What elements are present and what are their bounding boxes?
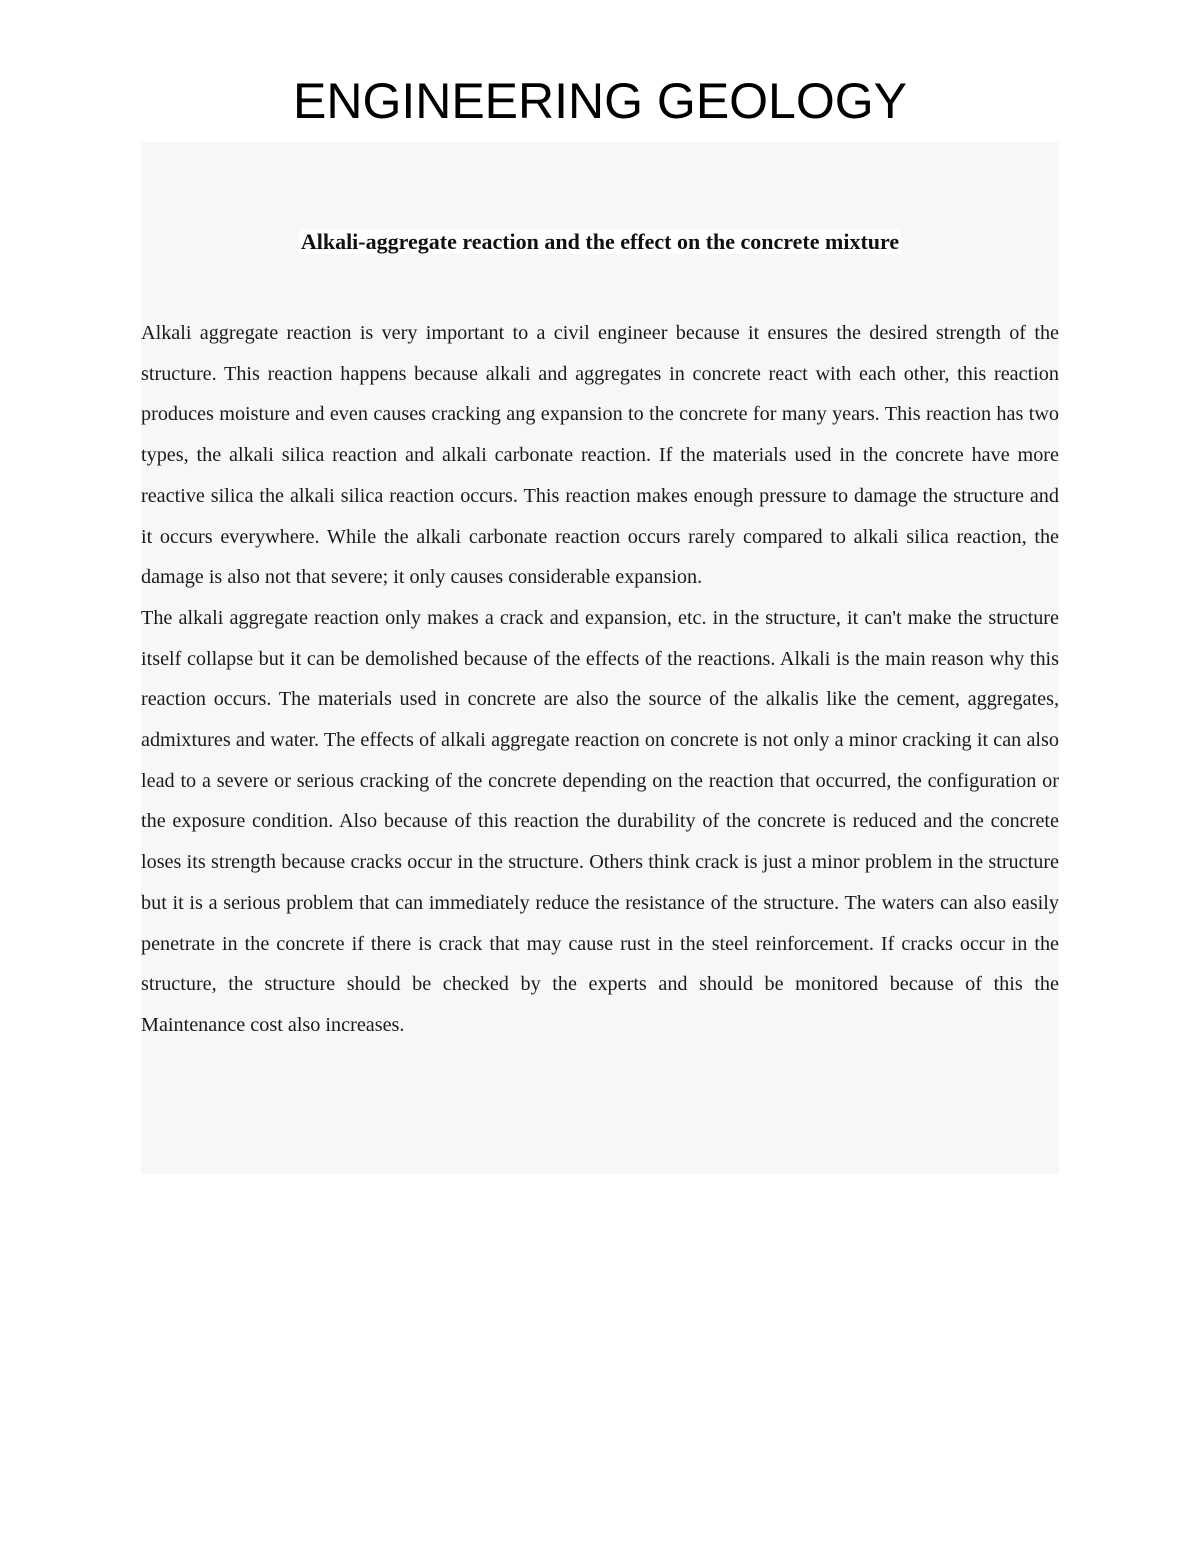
body-text [141, 313, 1059, 1046]
content-box [141, 142, 1059, 1174]
section-heading-text: Alkali-aggregate reaction and the effect on the concrete mixture [300, 229, 900, 254]
page-title: ENGINEERING GEOLOGY [292, 73, 907, 129]
paragraph-2: The alkali aggregate reaction only makes a crack and expansion, etc. in the structure, it can't make the structure itself collapse but it can be demolished because of the effects of the reactions. Alkali is the main reason why this reaction occurs. The materials used in concrete are also the source of the alkalis like the cement, aggregates, admixtures and water. The effects of alkali aggregate reaction on concrete is not only a minor cracking it can also lead to a severe or serious cracking of the concrete depending on the reaction that occurred, the configuration or the exposure condition. Also because of this reaction the durability of the concrete is reduced and the concrete loses its strength because cracks occur in the structure. Others think crack is just a minor problem in the structure but it is a serious problem that can immediately reduce the resistance of the structure. The waters can also easily penetrate in the concrete if there is crack that may cause rust in the steel reinforcement. If cracks occur in the structure, the structure should be checked by the experts and should be monitored because of this the Maintenance cost also increases. [141, 606, 1059, 1036]
section-heading [141, 227, 1059, 257]
paragraph-1: Alkali aggregate reaction is very important to a civil engineer because it ensures the desired strength of the structure. This reaction happens because alkali and aggregates in concrete react with each other, this reaction produces moisture and even causes cracking ang expansion to the concrete for many years. This reaction has two types, the alkali silica reaction and alkali carbonate reaction. If the materials used in the concrete have more reactive silica the alkali silica reaction occurs. This reaction makes enough pressure to damage the structure and it occurs everywhere. While the alkali carbonate reaction occurs rarely compared to alkali silica reaction, the damage is also not that severe; it only causes considerable expansion. [141, 322, 1059, 589]
